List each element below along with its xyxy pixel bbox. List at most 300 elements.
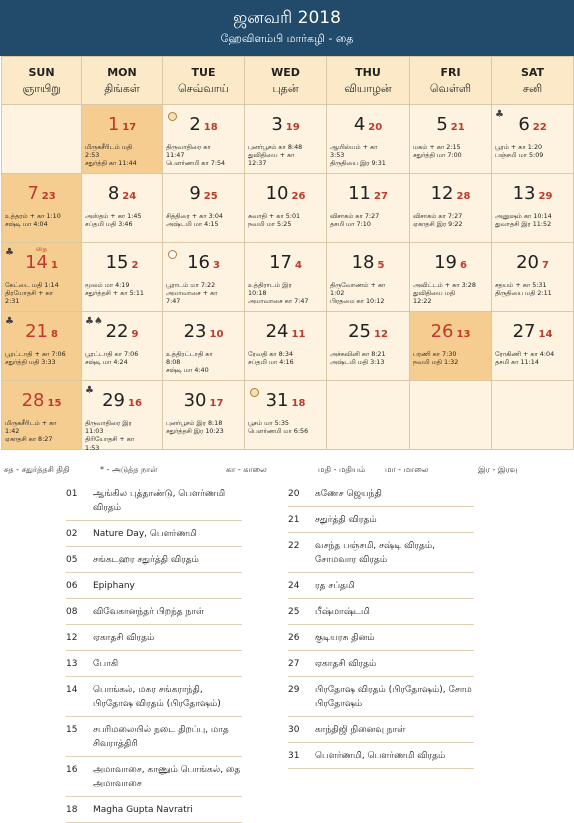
calendar-week bbox=[2, 105, 574, 174]
gregorian-date: 24 bbox=[265, 321, 289, 342]
day-cell-6[interactable] bbox=[492, 105, 574, 174]
festival-symbol-icon: ♣ bbox=[85, 316, 94, 327]
day-number-group bbox=[163, 253, 244, 276]
empty-day-cell bbox=[410, 381, 492, 450]
empty-day-cell bbox=[327, 381, 410, 450]
event-item bbox=[288, 507, 474, 533]
event-date: 21 bbox=[288, 515, 300, 525]
info-line: மூலம் மா 4:19 bbox=[85, 281, 130, 289]
gregorian-date: 27 bbox=[512, 321, 536, 342]
event-date: 16 bbox=[66, 765, 78, 775]
info-line: 7:47 bbox=[166, 297, 181, 306]
legend-item: இர - இரவு bbox=[478, 465, 518, 474]
calendar-header bbox=[0, 0, 574, 56]
day-number-group bbox=[82, 322, 162, 345]
info-line: உத்தரம் + கா 1:10 bbox=[5, 212, 61, 220]
nakshatra-tithi-info bbox=[5, 419, 79, 444]
info-line: துவிதியை மதி bbox=[413, 289, 455, 298]
info-line: 8:08 bbox=[166, 358, 181, 367]
info-line: 2:31 bbox=[5, 297, 20, 306]
festival-symbol-icon: ♣ bbox=[495, 109, 504, 120]
nakshatra-tithi-info bbox=[248, 143, 324, 168]
weekday-en: SUN bbox=[28, 66, 55, 79]
tamil-date: 1 bbox=[50, 260, 58, 271]
tamil-date: 18 bbox=[203, 122, 218, 133]
nakshatra-tithi-info bbox=[5, 212, 79, 228]
gregorian-date: 21 bbox=[25, 321, 48, 342]
event-item bbox=[288, 573, 474, 599]
info-line: திருவோணம் + கா bbox=[330, 281, 386, 289]
day-cell-4[interactable] bbox=[327, 105, 410, 174]
info-line: ஏகாதசி கா 8:27 bbox=[5, 435, 53, 444]
tamil-date: 18 bbox=[291, 398, 306, 409]
event-date: 22 bbox=[288, 541, 300, 551]
weekday-header-sun bbox=[2, 57, 82, 105]
info-line: பிரதமை கா 10:12 bbox=[330, 297, 385, 306]
weekday-en: TUE bbox=[191, 66, 216, 79]
day-number-group bbox=[245, 253, 326, 276]
day-number-group bbox=[245, 115, 326, 138]
month-title: ஜனவரி 2018 bbox=[233, 8, 341, 28]
info-line: புனர்பூசம் இர 8:18 bbox=[166, 419, 223, 427]
weekday-ta: வெள்ளி bbox=[429, 82, 472, 95]
event-date: 06 bbox=[66, 581, 78, 591]
gregorian-date: 15 bbox=[105, 252, 129, 273]
event-title: சதுர்த்தி விரதம் bbox=[315, 515, 377, 525]
tamil-date: 21 bbox=[450, 122, 465, 133]
gregorian-date: 20 bbox=[516, 252, 539, 273]
info-line: ரேவதி கா 8:34 bbox=[248, 350, 294, 358]
gregorian-date: 6 bbox=[518, 114, 530, 135]
info-line: நவமி மதி 1:32 bbox=[413, 358, 459, 367]
event-title: சபரிமலையில் நடை திறப்பு, மாத சிவராத்திரி bbox=[93, 725, 229, 749]
calendar-week bbox=[2, 174, 574, 243]
info-line: அஷ்டமி மதி 3:13 bbox=[330, 358, 385, 367]
event-item bbox=[66, 547, 242, 573]
event-title: குடியரசு தினம் bbox=[315, 633, 375, 643]
event-item bbox=[66, 677, 242, 717]
info-line: பஞ்சமி மா 5:09 bbox=[495, 151, 544, 160]
day-number-group bbox=[82, 391, 162, 414]
day-cell-21[interactable] bbox=[2, 312, 82, 381]
weekday-en: FRI bbox=[440, 66, 461, 79]
tamil-date: 6 bbox=[459, 260, 467, 271]
event-date: 30 bbox=[288, 725, 300, 735]
day-cell-19[interactable] bbox=[410, 243, 492, 312]
event-title: சங்கடஹர சதுர்த்தி விரதம் bbox=[93, 555, 199, 565]
abbreviation-legend bbox=[0, 461, 574, 479]
event-item bbox=[66, 757, 242, 797]
tamil-date: 29 bbox=[538, 191, 553, 202]
gregorian-date: 12 bbox=[430, 183, 454, 204]
legend-item: * - அடுத்த நாள் bbox=[100, 465, 158, 474]
day-number-group bbox=[163, 322, 244, 345]
gregorian-date: 30 bbox=[183, 390, 207, 411]
tamil-date: 13 bbox=[456, 329, 471, 340]
weekday-en: WED bbox=[271, 66, 300, 79]
info-line: திருவாதிரை இர bbox=[85, 419, 132, 427]
day-cell-12[interactable] bbox=[410, 174, 492, 243]
day-cell-5[interactable] bbox=[410, 105, 492, 174]
event-item bbox=[66, 651, 242, 677]
tamil-date: 12 bbox=[373, 329, 388, 340]
day-number-group bbox=[410, 253, 491, 276]
event-date: 18 bbox=[66, 805, 78, 815]
info-line: சதுர்த்தி கா 11:44 bbox=[85, 159, 137, 168]
info-line: மகம் + கா 2:15 bbox=[413, 143, 461, 151]
day-cell-23[interactable] bbox=[163, 312, 245, 381]
gregorian-date: 14 bbox=[25, 252, 48, 273]
event-date: 29 bbox=[288, 685, 300, 695]
tamil-date: 22 bbox=[532, 122, 547, 133]
event-date: 12 bbox=[66, 633, 78, 643]
info-line: திருதியை இர 9:31 bbox=[330, 159, 386, 168]
event-title: கணேச ஜெயந்தி bbox=[315, 489, 382, 499]
calendar-week bbox=[2, 381, 574, 450]
day-cell-29[interactable] bbox=[82, 381, 163, 450]
tamil-date: 11 bbox=[291, 329, 306, 340]
nakshatra-tithi-info bbox=[5, 350, 79, 366]
info-line: சஷ்டி மா 4:40 bbox=[166, 366, 209, 375]
info-line: பூராடம் மா 7:22 bbox=[166, 281, 216, 289]
weekday-ta: வியாழன் bbox=[344, 82, 392, 95]
day-cell-30[interactable] bbox=[163, 381, 245, 450]
day-cell-15[interactable] bbox=[82, 243, 163, 312]
day-number-group bbox=[410, 184, 491, 207]
tamil-date: 2 bbox=[131, 260, 139, 271]
info-line: ஏகாதசி இர 9:22 bbox=[413, 220, 463, 229]
day-number-group bbox=[2, 184, 81, 207]
info-line: புனர்பூசம் கா 8:48 bbox=[248, 143, 303, 151]
day-cell-27[interactable] bbox=[492, 312, 574, 381]
day-cell-13[interactable] bbox=[492, 174, 574, 243]
info-line: 2:53 bbox=[85, 151, 100, 160]
event-item bbox=[288, 743, 474, 769]
tamil-date: 24 bbox=[122, 191, 137, 202]
day-number-group bbox=[82, 115, 162, 138]
info-line: 10:18 bbox=[248, 289, 267, 298]
event-item bbox=[288, 599, 474, 625]
tamil-date: 27 bbox=[373, 191, 388, 202]
info-line: மிருகசீரிடம் மதி bbox=[85, 143, 133, 151]
day-number-group bbox=[492, 253, 573, 276]
legend-item: சத - சதுர்த்தசி திதி bbox=[4, 465, 70, 474]
events-list-right bbox=[288, 481, 474, 769]
event-title: ஏகாதசி விரதம் bbox=[315, 659, 377, 669]
info-line: சதுர்த்தசி இர 10:23 bbox=[166, 427, 224, 436]
info-line: பௌர்ணமி கா 7:54 bbox=[166, 159, 226, 168]
gregorian-date: 31 bbox=[265, 390, 289, 411]
nakshatra-tithi-info bbox=[85, 281, 160, 297]
nakshatra-tithi-info bbox=[413, 281, 489, 306]
gregorian-date: 8 bbox=[107, 183, 120, 204]
info-line: 11:03 bbox=[85, 427, 104, 436]
event-date: 15 bbox=[66, 725, 78, 735]
day-cell-26[interactable] bbox=[410, 312, 492, 381]
weekday-header-fri bbox=[410, 57, 492, 105]
day-cell-9[interactable] bbox=[163, 174, 245, 243]
nakshatra-tithi-info bbox=[166, 143, 242, 168]
info-line: பூரட்டாதி கா 7:06 bbox=[85, 350, 139, 358]
tamil-date: 17 bbox=[122, 122, 137, 133]
tamil-date: 4 bbox=[294, 260, 302, 271]
nakshatra-tithi-info bbox=[166, 212, 242, 228]
nakshatra-tithi-info bbox=[248, 281, 324, 306]
nakshatra-tithi-info bbox=[495, 350, 571, 366]
calendar-grid bbox=[1, 56, 574, 450]
day-number-group bbox=[163, 115, 244, 138]
legend-item: மதி - மதியம் bbox=[318, 465, 366, 474]
tamil-date: 16 bbox=[127, 398, 142, 409]
info-line: ஆயில்யம் + கா bbox=[330, 143, 378, 151]
nakshatra-tithi-info bbox=[413, 350, 489, 366]
event-item bbox=[66, 599, 242, 625]
info-line: சதுர்த்தசி + கா 5:11 bbox=[85, 289, 144, 298]
info-line: நவமி மா 5:25 bbox=[248, 220, 292, 229]
festival-symbol-icon: ♣ bbox=[85, 385, 94, 396]
event-date: 31 bbox=[288, 751, 300, 761]
info-line: சதயம் + கா 5:31 bbox=[495, 281, 547, 289]
nakshatra-tithi-info bbox=[330, 281, 407, 306]
info-line: 3:53 bbox=[330, 151, 345, 160]
day-number-group bbox=[410, 115, 491, 138]
event-item bbox=[66, 481, 242, 521]
day-number-group bbox=[410, 322, 491, 345]
event-item bbox=[66, 625, 242, 651]
info-line: திரயோதசி + கா bbox=[5, 289, 53, 298]
event-date: 20 bbox=[288, 489, 300, 499]
day-number-group bbox=[2, 322, 81, 345]
event-title: பௌர்ணமி, பௌர்ணமி விரதம் bbox=[315, 751, 446, 761]
tamil-month-start-label: தை bbox=[35, 245, 48, 253]
gregorian-date: 22 bbox=[105, 321, 129, 342]
legend-item: கா - காலை bbox=[226, 465, 267, 474]
gregorian-date: 3 bbox=[271, 114, 283, 135]
tamil-date: 10 bbox=[209, 329, 224, 340]
day-cell-16[interactable] bbox=[163, 243, 245, 312]
gregorian-date: 28 bbox=[21, 390, 45, 411]
day-cell-20[interactable] bbox=[492, 243, 574, 312]
weekday-en: THU bbox=[355, 66, 381, 79]
info-line: மிருகசீரிடம் + கா bbox=[5, 419, 57, 427]
event-date: 08 bbox=[66, 607, 78, 617]
day-cell-8[interactable] bbox=[82, 174, 163, 243]
nakshatra-tithi-info bbox=[495, 281, 571, 297]
day-cell-31[interactable] bbox=[245, 381, 327, 450]
gregorian-date: 29 bbox=[102, 390, 125, 411]
gregorian-date: 11 bbox=[348, 183, 371, 204]
day-cell-3[interactable] bbox=[245, 105, 327, 174]
nakshatra-tithi-info bbox=[330, 143, 407, 168]
info-line: சுவாதி + கா 5:01 bbox=[248, 212, 301, 220]
event-item bbox=[66, 717, 242, 757]
day-cell-10[interactable] bbox=[245, 174, 327, 243]
calendar-week bbox=[2, 312, 574, 381]
event-date: 02 bbox=[66, 529, 78, 539]
info-line: அச்சுவினி கா 8:21 bbox=[330, 350, 386, 358]
day-cell-18[interactable] bbox=[327, 243, 410, 312]
info-line: தசமி மா 7:10 bbox=[330, 220, 371, 229]
day-cell-11[interactable] bbox=[327, 174, 410, 243]
day-number-group bbox=[327, 184, 409, 207]
day-number-group bbox=[2, 391, 81, 414]
nakshatra-tithi-info bbox=[495, 212, 571, 228]
nakshatra-tithi-info bbox=[413, 212, 489, 228]
day-cell-1[interactable] bbox=[82, 105, 163, 174]
info-line: பூரட்டாதி + கா 7:06 bbox=[5, 350, 66, 358]
info-line: சித்திரை + கா 3:04 bbox=[166, 212, 223, 220]
day-cell-22[interactable] bbox=[82, 312, 163, 381]
info-line: அவிட்டம் + கா 3:28 bbox=[413, 281, 476, 289]
info-line: சதுர்த்தி மா 7:00 bbox=[413, 151, 462, 160]
gregorian-date: 10 bbox=[265, 183, 289, 204]
info-line: 12:22 bbox=[413, 297, 432, 306]
gregorian-date: 2 bbox=[189, 114, 201, 135]
empty-day-cell bbox=[2, 105, 82, 174]
nakshatra-tithi-info bbox=[85, 419, 160, 452]
event-title: பிரதோஷ விரதம் (பிரதோஷம்), சோம பிரதோஷம் bbox=[315, 685, 472, 709]
nakshatra-tithi-info bbox=[85, 212, 160, 228]
gregorian-date: 23 bbox=[183, 321, 207, 342]
gregorian-date: 25 bbox=[348, 321, 371, 342]
nakshatra-tithi-info bbox=[248, 419, 324, 435]
day-cell-14[interactable] bbox=[2, 243, 82, 312]
tamil-date: 25 bbox=[203, 191, 218, 202]
legend-item: மா - மாலை bbox=[385, 465, 429, 474]
weekday-ta: ஞாயிறு bbox=[22, 82, 61, 95]
day-cell-7[interactable] bbox=[2, 174, 82, 243]
info-line: பௌர்ணமி மா 6:56 bbox=[248, 427, 309, 436]
nakshatra-tithi-info bbox=[5, 281, 79, 306]
weekday-header-tue bbox=[163, 57, 245, 105]
info-line: சஷ்டி மா 4:24 bbox=[85, 358, 128, 367]
festival-symbol-icon: ♣ bbox=[5, 247, 14, 258]
tamil-date: 14 bbox=[538, 329, 553, 340]
gregorian-date: 13 bbox=[512, 183, 536, 204]
nakshatra-tithi-info bbox=[330, 212, 407, 228]
info-line: அனுஷம் கா 10:14 bbox=[495, 212, 552, 220]
info-line: சஷ்டி மா 4:04 bbox=[5, 220, 48, 229]
event-title: பீஷ்மாஷ்டமி bbox=[315, 607, 370, 617]
event-title: ரத சப்தமி bbox=[315, 581, 355, 591]
day-number-group bbox=[492, 184, 573, 207]
info-line: பரணி கா 7:30 bbox=[413, 350, 457, 358]
weekday-ta: திங்கள் bbox=[104, 82, 140, 95]
info-line: 1:42 bbox=[5, 427, 20, 436]
nakshatra-tithi-info bbox=[166, 419, 242, 435]
tamil-date: 8 bbox=[50, 329, 58, 340]
info-line: அமாவாசை கா 7:47 bbox=[248, 297, 309, 306]
event-item bbox=[66, 573, 242, 599]
weekday-ta: சனி bbox=[522, 82, 543, 95]
gregorian-date: 5 bbox=[436, 114, 448, 135]
tamil-date: 17 bbox=[209, 398, 224, 409]
info-line: உத்திரட்டாதி கா bbox=[166, 350, 213, 358]
info-line: அஸ்தம் + கா 1:45 bbox=[85, 212, 142, 220]
event-date: 14 bbox=[66, 685, 78, 695]
event-date: 24 bbox=[288, 581, 300, 591]
event-title: போகி bbox=[93, 659, 119, 669]
event-title: அமாவாசை, காணும் பொங்கல், தை அமாவாசை bbox=[93, 765, 241, 789]
gregorian-date: 18 bbox=[351, 252, 375, 273]
info-line: பூசம் மா 5:35 bbox=[248, 419, 289, 427]
gregorian-date: 7 bbox=[27, 183, 39, 204]
event-item bbox=[288, 533, 474, 573]
day-number-group bbox=[327, 115, 409, 138]
event-title: Epiphany bbox=[93, 581, 135, 591]
day-cell-2[interactable] bbox=[163, 105, 245, 174]
info-line: உத்திராடம் இர bbox=[248, 281, 292, 289]
nakshatra-tithi-info bbox=[330, 350, 407, 366]
day-cell-24[interactable] bbox=[245, 312, 327, 381]
event-title: Nature Day, பௌர்ணமி bbox=[93, 529, 197, 539]
info-line: தசமி கா 11:14 bbox=[495, 358, 539, 367]
info-line: சப்தமி மா 4:16 bbox=[248, 358, 294, 367]
event-date: 01 bbox=[66, 489, 78, 499]
day-cell-28[interactable] bbox=[2, 381, 82, 450]
info-line: 1:53 bbox=[85, 443, 100, 452]
tamil-date: 9 bbox=[131, 329, 139, 340]
event-title: பொங்கல், மகர சங்கராந்தி, பிரதோஷ விரதம் (பிரதோஷம்) bbox=[93, 685, 221, 709]
event-date: 25 bbox=[288, 607, 300, 617]
info-line: துவிதியை + கா bbox=[248, 151, 295, 160]
calendar-week bbox=[2, 243, 574, 312]
festival-symbol-icon: ♠ bbox=[94, 316, 103, 327]
tamil-date: 5 bbox=[377, 260, 385, 271]
gregorian-date: 9 bbox=[189, 183, 201, 204]
nakshatra-tithi-info bbox=[248, 350, 324, 366]
info-line: திரியோதசி + கா bbox=[85, 435, 135, 444]
tamil-date: 7 bbox=[541, 260, 549, 271]
nakshatra-tithi-info bbox=[413, 143, 489, 159]
day-number-group bbox=[163, 184, 244, 207]
nakshatra-tithi-info bbox=[495, 143, 571, 159]
event-title: வசந்த பஞ்சமி, சஷ்டி விரதம், சோமவார விரதம் bbox=[315, 541, 435, 565]
tamil-date: 19 bbox=[285, 122, 300, 133]
event-title: Magha Gupta Navratri bbox=[93, 805, 193, 815]
day-number-group bbox=[245, 322, 326, 345]
tamil-date: 3 bbox=[212, 260, 220, 271]
tamil-date: 26 bbox=[291, 191, 306, 202]
event-item bbox=[288, 651, 474, 677]
event-title: விவேகானந்தர் பிறந்த நாள் bbox=[93, 607, 205, 617]
day-cell-25[interactable] bbox=[327, 312, 410, 381]
weekday-header-wed bbox=[245, 57, 327, 105]
day-number-group bbox=[82, 184, 162, 207]
event-date: 26 bbox=[288, 633, 300, 643]
nakshatra-tithi-info bbox=[85, 143, 160, 168]
nakshatra-tithi-info bbox=[248, 212, 324, 228]
day-cell-17[interactable] bbox=[245, 243, 327, 312]
tamil-date: 28 bbox=[456, 191, 471, 202]
gregorian-date: 4 bbox=[353, 114, 366, 135]
info-line: திருதியை மதி 2:11 bbox=[495, 289, 552, 298]
tamil-date: 20 bbox=[368, 122, 383, 133]
events-list-left bbox=[66, 481, 242, 823]
info-line: அஷ்டமி மா 4:15 bbox=[166, 220, 219, 229]
tamil-date: 15 bbox=[47, 398, 62, 409]
nakshatra-tithi-info bbox=[85, 350, 160, 366]
info-line: 11:47 bbox=[166, 151, 185, 160]
event-date: 05 bbox=[66, 555, 78, 565]
event-item bbox=[288, 717, 474, 743]
info-line: ரோகிணி + கா 4:04 bbox=[495, 350, 555, 358]
gregorian-date: 26 bbox=[430, 321, 454, 342]
day-number-group bbox=[245, 184, 326, 207]
day-number-group bbox=[492, 115, 573, 138]
event-date: 13 bbox=[66, 659, 78, 669]
info-line: விசாகம் கா 7:27 bbox=[330, 212, 380, 220]
